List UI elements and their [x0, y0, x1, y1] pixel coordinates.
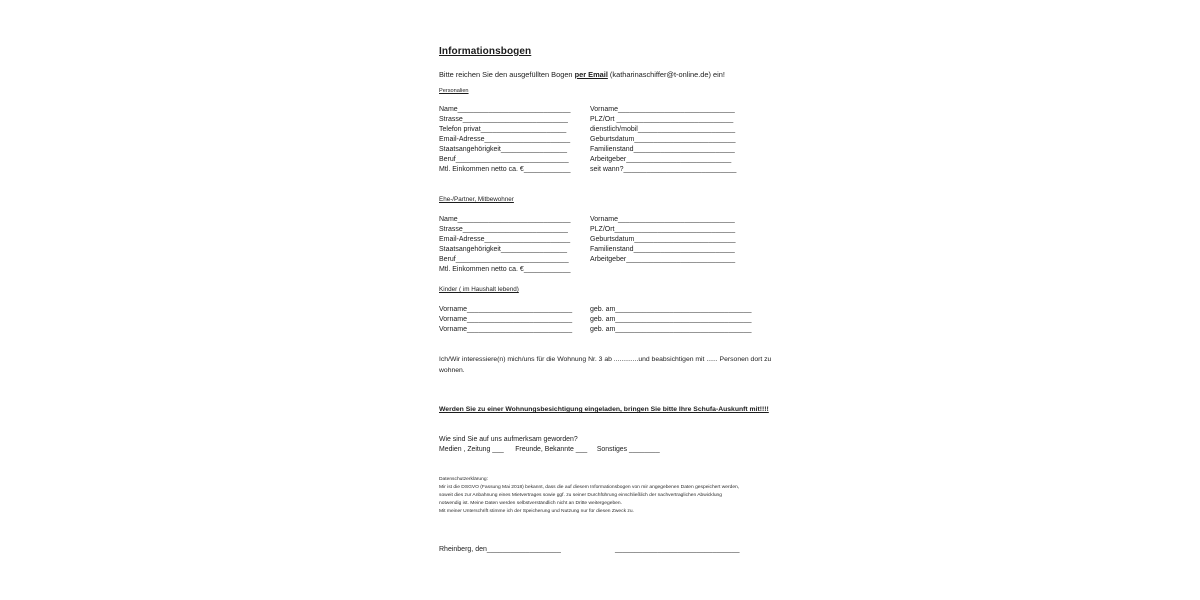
privacy-declaration — [439, 476, 739, 516]
field-kind-geb-am: geb. am___________________________________ — [590, 306, 752, 313]
signature-block — [439, 546, 769, 558]
field-vorname: Vorname______________________________ — [590, 216, 735, 223]
schufa-notice: Werden Sie zu einer Wohnungsbesichtigung eingeladen, bringen Sie bitte Ihre Schufa-Auskunft mit!!!! — [439, 406, 769, 413]
field-geburtsdatum: Geburtsdatum__________________________ — [590, 236, 736, 243]
interest-statement — [439, 355, 771, 376]
form-row — [439, 225, 769, 235]
field-vorname: Vorname______________________________ — [590, 106, 735, 113]
field-staatsangehoerigkeit: Staatsangehörigkeit_________________ — [439, 246, 568, 253]
field-plz-ort: PLZ/Ort ______________________________ — [590, 116, 734, 123]
intro-instruction — [439, 70, 725, 79]
field-staatsangehoerigkeit: Staatsangehörigkeit_________________ — [439, 146, 568, 153]
field-arbeitgeber: Arbeitgeber___________________________ — [590, 156, 732, 163]
field-beruf: Beruf_____________________________ — [439, 256, 569, 263]
intro-per-email-emphasis: per Email — [574, 70, 608, 79]
field-name: Name_____________________________ — [439, 216, 571, 223]
form-row — [439, 165, 769, 175]
form-row — [439, 125, 769, 135]
field-strasse: Strasse___________________________ — [439, 116, 568, 123]
field-arbeitgeber: Arbeitgeber____________________________ — [590, 256, 736, 263]
section-heading-partner: Ehe-/Partner, Mitbewohner — [439, 196, 514, 203]
form-row — [439, 315, 769, 325]
field-familienstand: Familienstand__________________________ — [590, 246, 735, 253]
interest-statement-line1: Ich/Wir interessiere(n) mich/uns für die Wohnung Nr. 3 ab .............und beabsichtigen mit ...... Personen dort zu — [439, 356, 772, 363]
form-row — [439, 265, 769, 275]
form-row — [439, 115, 769, 125]
field-kind-vorname: Vorname___________________________ — [439, 326, 573, 333]
field-familienstand: Familienstand__________________________ — [590, 146, 735, 153]
form-row — [439, 145, 769, 155]
interest-statement-line2: wohnen. — [439, 366, 465, 374]
page-title: Informationsbogen — [439, 46, 532, 57]
privacy-line: soweit dies zur Anbahnung eines Mietvertrages sowie ggf. zu seiner Durchführung einschließlich der nachvertraglichen Abwicklung — [439, 493, 722, 498]
field-mtl-einkommen: Mtl. Einkommen netto ca. €____________ — [439, 266, 571, 273]
form-row — [439, 135, 769, 145]
privacy-heading: Datenschutzerklärung: — [439, 477, 488, 482]
signature-line: ________________________________ — [615, 546, 740, 553]
partner-field-rows — [439, 215, 769, 275]
form-row — [439, 235, 769, 245]
form-row — [439, 305, 769, 315]
privacy-line: notwendig ist. Meine Daten werden selbstverständlich nicht an Dritte weitergegeben. — [439, 501, 622, 506]
field-geburtsdatum: Geburtsdatum__________________________ — [590, 136, 736, 143]
referral-options: Medien , Zeitung ___ Freunde, Bekannte ___ Sonstiges ________ — [439, 446, 660, 453]
field-telefon-privat: Telefon privat______________________ — [439, 126, 567, 133]
field-plz-ort: PLZ/Ort_______________________________ — [590, 226, 736, 233]
field-email-adresse: Email-Adresse______________________ — [439, 136, 571, 143]
form-row — [439, 325, 769, 335]
form-row — [439, 215, 769, 225]
privacy-line: Mir ist die DSGVO (Fassung Mai 2018) bekannt, dass die auf diesem Informationsbogen von mir angegebenen Daten gespeichert werden, — [439, 485, 740, 490]
personalien-field-rows — [439, 105, 769, 175]
section-heading-kinder: Kinder ( im Haushalt lebend) — [439, 286, 519, 293]
field-name: Name_____________________________ — [439, 106, 571, 113]
intro-text-post: (katharinaschiffer@t-online.de) ein! — [607, 70, 725, 79]
field-seit-wann: seit wann?_____________________________ — [590, 166, 737, 173]
kinder-field-rows — [439, 305, 769, 335]
place-date-field: Rheinberg, den___________________ — [439, 546, 561, 553]
form-row — [439, 245, 769, 255]
field-strasse: Strasse___________________________ — [439, 226, 568, 233]
intro-text-pre: Bitte reichen Sie den ausgefüllten Bogen — [439, 70, 575, 79]
section-heading-personalien: Personalien — [439, 88, 469, 94]
field-kind-geb-am: geb. am___________________________________ — [590, 316, 752, 323]
field-kind-vorname: Vorname___________________________ — [439, 316, 573, 323]
information-form-document — [439, 0, 772, 600]
referral-question: Wie sind Sie auf uns aufmerksam geworden? — [439, 436, 578, 443]
field-kind-geb-am: geb. am___________________________________ — [590, 326, 752, 333]
field-mtl-einkommen: Mtl. Einkommen netto ca. €____________ — [439, 166, 571, 173]
field-email-adresse: Email-Adresse______________________ — [439, 236, 571, 243]
field-beruf: Beruf_____________________________ — [439, 156, 569, 163]
form-row — [439, 105, 769, 115]
field-dienstlich-mobil: dienstlich/mobil_________________________ — [590, 126, 736, 133]
form-row — [439, 255, 769, 265]
field-empty — [590, 265, 769, 275]
field-kind-vorname: Vorname___________________________ — [439, 306, 573, 313]
privacy-line: Mit meiner Unterschrift stimme ich der Speicherung und Nutzung nur für diesen Zweck zu. — [439, 509, 634, 514]
form-row — [439, 155, 769, 165]
